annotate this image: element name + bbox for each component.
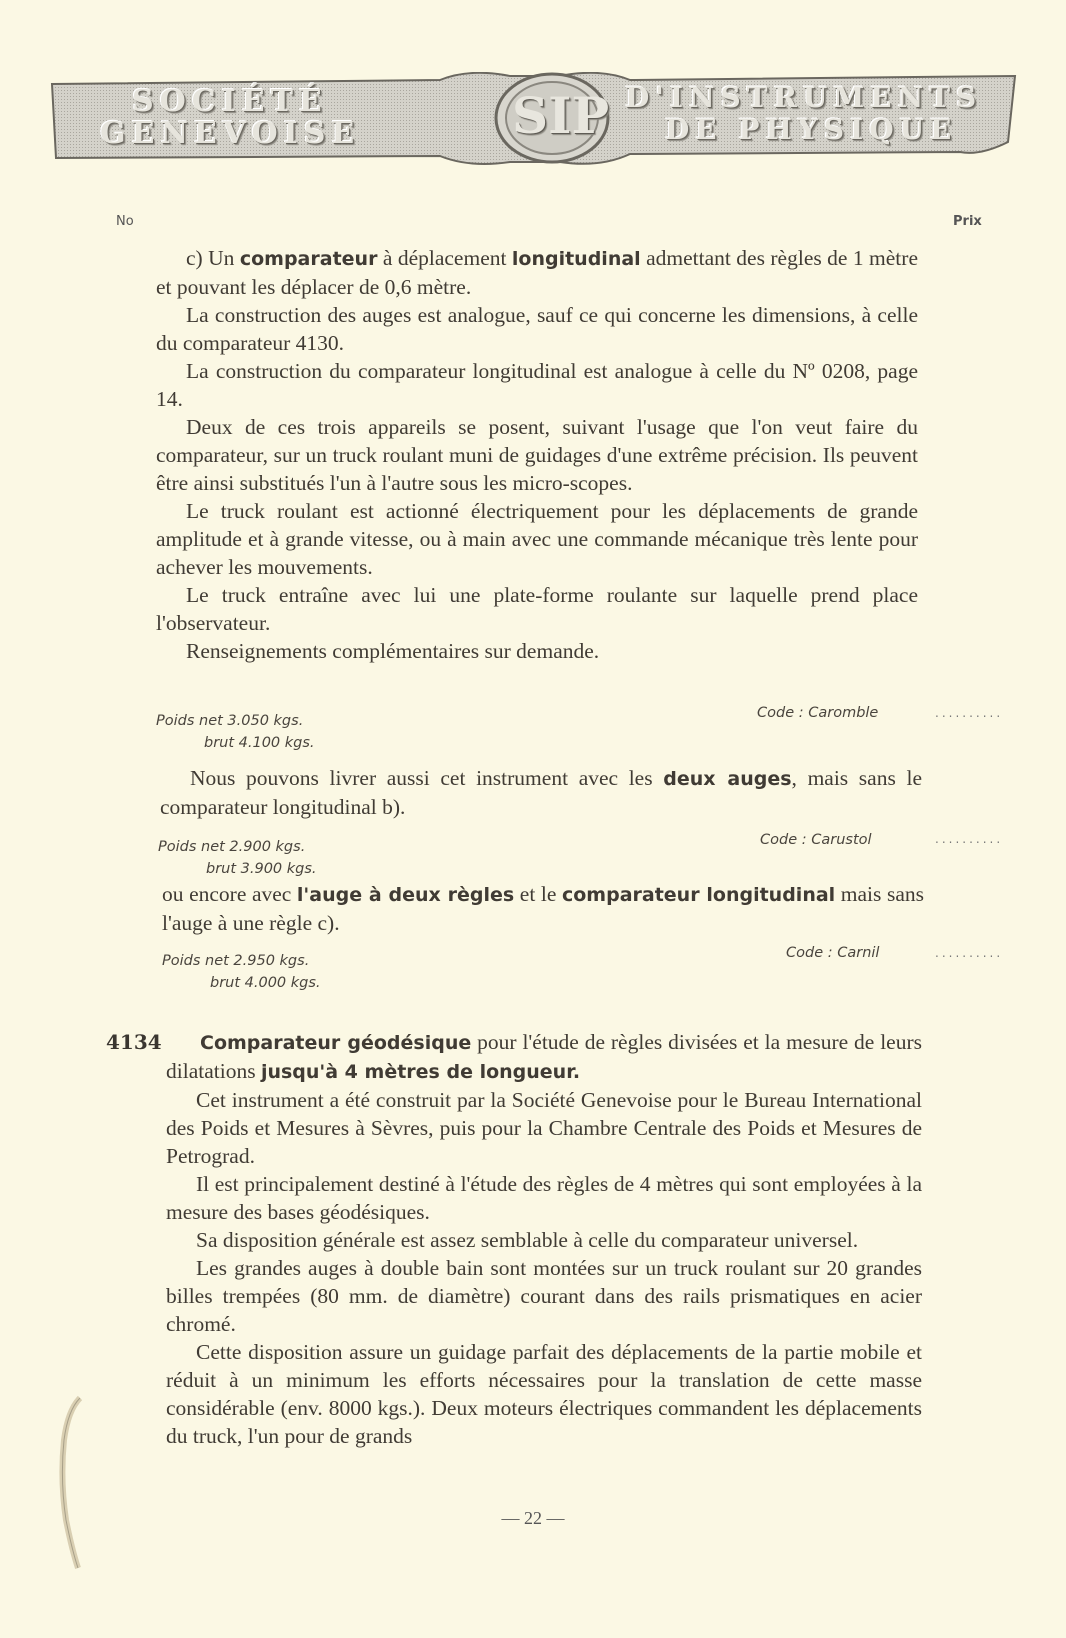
paragraph: Le truck roulant est actionné électriquement pour les déplacements de grande amplitude et à grande vitesse, ou à main avec une commande mécanique très lente pour achever les mouvements.	[156, 499, 918, 579]
weight-brut: brut 3.900 kgs.	[206, 861, 317, 877]
code-caromble: Code : Caromble	[757, 705, 879, 721]
text-run: Nous pouvons livrer aussi cet instrument avec les	[190, 766, 664, 790]
code-carustol: Code : Carustol	[760, 832, 872, 848]
text-run: admettant des règles de 1 mètre et pouvant les déplacer de 0,6 mètre.	[156, 246, 918, 299]
weight-net: Poids net 2.900 kgs.	[158, 839, 306, 855]
weight-brut: brut 4.000 kgs.	[210, 975, 321, 991]
weights-caromble	[156, 710, 315, 754]
weight-net: Poids net 3.050 kgs.	[156, 713, 304, 729]
sip-logo: SIP	[512, 86, 610, 145]
company-banner	[40, 72, 1022, 166]
page-number: — 22 —	[501, 1508, 565, 1528]
item-intro	[166, 1028, 922, 1086]
weight-brut: brut 4.100 kgs.	[204, 735, 315, 751]
code-carnil: Code : Carnil	[786, 945, 880, 961]
price-leader: ..........	[935, 946, 1004, 960]
paragraph: Le truck entraîne avec lui une plate-forme roulante sur laquelle prend place l'observateur.	[156, 583, 918, 635]
text-run: et le	[514, 882, 562, 906]
paper-tear-mark	[50, 1390, 90, 1570]
text-run: pour l'étude de règles divisées et la mesure de leurs dilatations	[166, 1030, 922, 1083]
paragraph	[162, 880, 924, 937]
text-run: à déplacement	[377, 246, 512, 270]
bold-term: jusqu'à 4 mètres de longueur.	[260, 1061, 581, 1083]
banner-text-physique: DE PHYSIQUE	[665, 113, 958, 146]
banner-text-genevoise: GENEVOISE	[100, 116, 361, 151]
item-4134-text	[166, 1028, 922, 1450]
paragraph: Cette disposition assure un guidage parfait des déplacements de la partie mobile et réduit à un minimum les efforts nécessaires pour la translation de cette masse considérable (env. 8000 kgs.). Deux moteurs électriques commandent les déplacements du truck, l'un pour de grands	[166, 1340, 922, 1448]
item-number: 4134	[106, 1030, 162, 1054]
variant-2-text	[162, 880, 924, 937]
text-run: mais sans l'auge à une règle c).	[162, 882, 924, 935]
paragraph: Deux de ces trois appareils se posent, suivant l'usage que l'on veut faire du comparateur, sur un truck roulant muni de guidages d'une extrême précision. Ils peuvent être ainsi substitués l'un à l'autre sous les micro-scopes.	[156, 415, 918, 495]
column-header-price: Prix	[953, 214, 982, 229]
text-run: ou encore avec	[162, 882, 297, 906]
section-c-text	[156, 244, 918, 665]
paragraph: La construction des auges est analogue, sauf ce qui concerne les dimensions, à celle du comparateur 4130.	[156, 303, 918, 355]
weights-carustol	[158, 836, 317, 880]
paragraph	[156, 244, 918, 301]
paragraph	[160, 764, 922, 821]
bold-term: comparateur longitudinal	[561, 884, 836, 906]
item-title: Comparateur géodésique	[200, 1032, 472, 1054]
paragraph: La construction du comparateur longitudinal est analogue à celle du Nº 0208, page 14.	[156, 359, 918, 411]
paragraph: Renseignements complémentaires sur demande.	[186, 639, 600, 663]
paragraph: Cet instrument a été construit par la Société Genevoise pour le Bureau International des Poids et Mesures à Sèvres, puis pour la Chambre Centrale des Poids et Mesures de Petrograd.	[166, 1088, 922, 1168]
text-run: , mais sans le comparateur longitudinal b).	[160, 766, 922, 819]
bold-term: deux auges	[663, 768, 792, 790]
text-run: c) Un	[186, 246, 240, 270]
variant-1-text	[160, 764, 922, 821]
bold-term: l'auge à deux règles	[296, 884, 515, 906]
column-header-number: No	[116, 214, 134, 229]
price-leader: ..........	[935, 706, 1004, 720]
paragraph: Sa disposition générale est assez semblable à celle du comparateur universel.	[196, 1228, 859, 1252]
banner-text-societe: SOCIÉTÉ	[132, 84, 328, 119]
bold-term: longitudinal	[511, 248, 641, 270]
paragraph: Il est principalement destiné à l'étude des règles de 4 mètres qui sont employées à la mesure des bases géodésiques.	[166, 1172, 922, 1224]
price-leader: ..........	[935, 832, 1004, 846]
paragraph: Les grandes auges à double bain sont montées sur un truck roulant sur 20 grandes billes trempées (80 mm. de diamètre) courant dans des rails prismatiques en acier chromé.	[166, 1256, 922, 1336]
banner-text-instruments: D'INSTRUMENTS	[625, 81, 983, 114]
bold-term: comparateur	[239, 248, 378, 270]
weights-carnil	[162, 950, 321, 994]
weight-net: Poids net 2.950 kgs.	[162, 953, 310, 969]
